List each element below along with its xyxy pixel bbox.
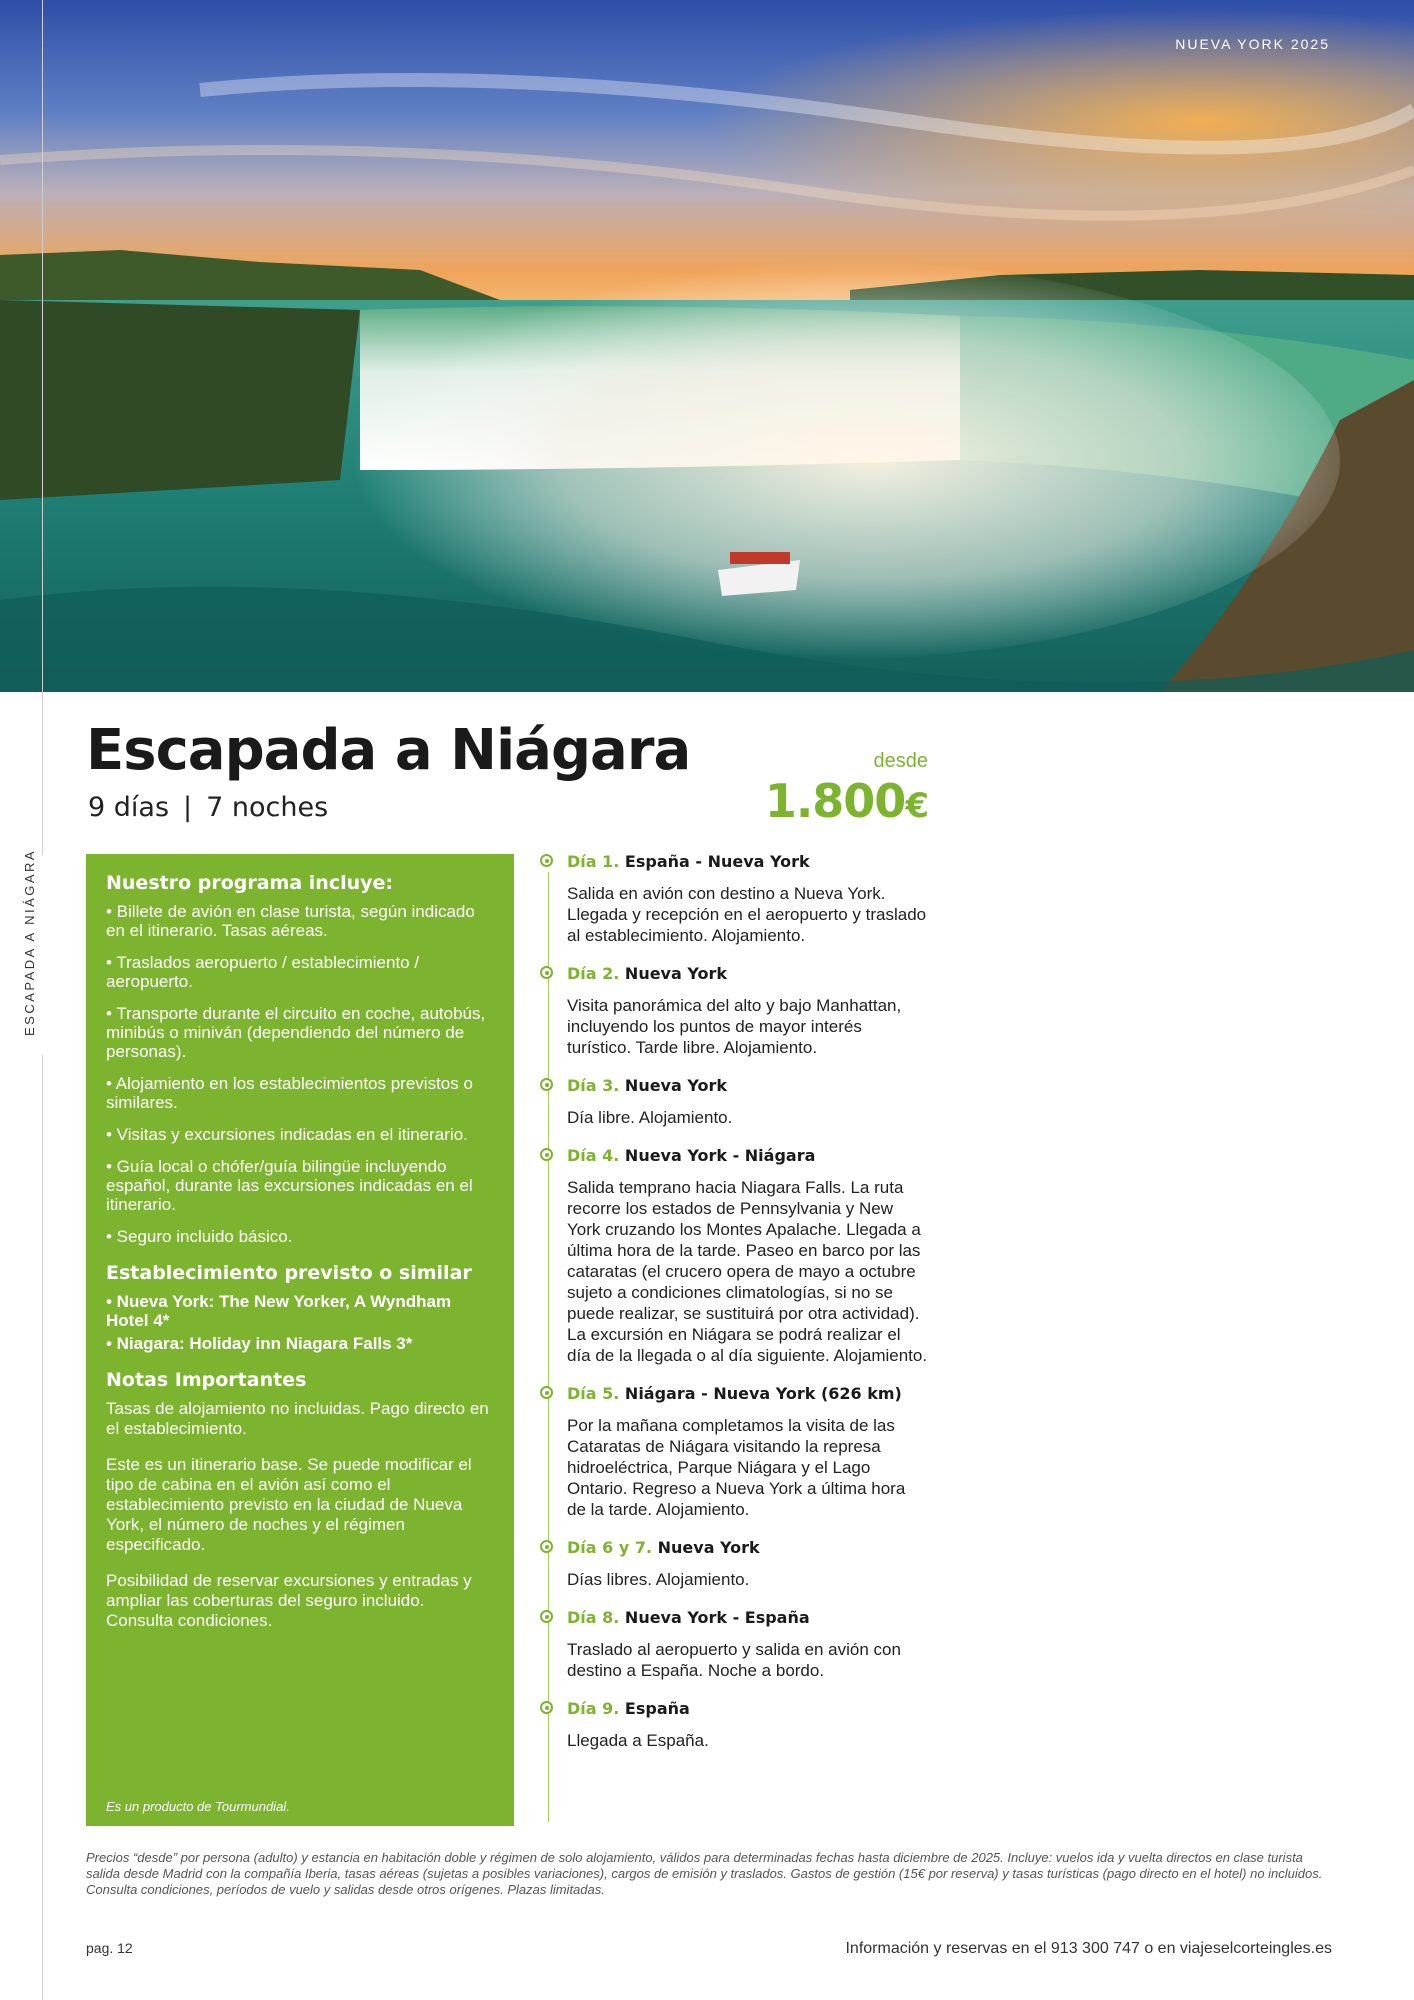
price-from-label: desde [873,750,928,772]
day-description: Traslado al aeropuerto y salida en avión con destino a España. Noche a bordo. [567,1640,901,1680]
itinerary-day [548,964,928,1058]
program-heading: Nuestro programa incluye: [106,872,394,894]
day-description: Salida en avión con destino a Nueva York. Llegada y recepción en el aeropuerto y traslado al establecimiento. Alojamiento. [567,884,927,945]
program-item: • Visitas y excursiones indicadas en el itinerario. [106,1125,468,1144]
day-title: España [624,1699,690,1718]
day-number: Día 2. [567,964,620,983]
day-number: Día 5. [567,1384,620,1403]
hero-image [0,0,1414,692]
itinerary-day [548,1076,928,1128]
timeline-dot-icon [540,854,553,867]
itinerary [548,852,928,1769]
day-description: Días libres. Alojamiento. [567,1570,750,1589]
day-number: Día 3. [567,1076,620,1095]
day-description: Salida temprano hacia Niagara Falls. La ruta recorre los estados de Pennsylvania y New York cruzando los Montes Apalache. Llegada a última hora de la tarde. Paseo en barco por las cataratas (el crucero opera de mayo a octubre sujeto a condiciones climatologías, si no se puede realizar, se sustituirá por otra actividad). La excursión en Niágara se podrá realizar el día de la llegada o al día siguiente. Alojamiento. [567,1178,928,1365]
producer-note: Es un producto de Tourmundial. [106,1799,290,1814]
side-label: ESCAPADA A NIÁGARA [22,848,37,1036]
itinerary-day [548,1608,928,1681]
day-heading [567,1076,928,1095]
day-heading [567,1538,928,1557]
day-number: Día 9. [567,1699,620,1718]
duration-separator: | [183,792,193,823]
itinerary-day [548,1146,928,1366]
day-title: Nueva York - España [624,1608,810,1627]
price [765,774,928,828]
price-disclaimer: Precios “desde” por persona (adulto) y estancia en habitación doble y régimen de solo alojamiento, válidos para determinadas fechas hasta diciembre de 2025. Incluye: vuelos ida y vuelta directos en clase turista salida desde Madrid con la compañía Iberia, tasas aéreas (sujetas a posibles variaciones), cargos de emisión y traslados. Gastos de gestión (15€ por reserva) y tasas turísticas (pago directo en el hotel) no incluidos. Consulta condiciones, períodos de vuelo y salidas desde otros orígenes. Plazas limitadas. [86,1850,1323,1897]
day-number: Día 4. [567,1146,620,1165]
day-heading [567,1699,928,1718]
day-title: Niágara - Nueva York (626 km) [624,1384,902,1403]
day-heading [567,964,928,983]
program-item: • Billete de avión en clase turista, según indicado en el itinerario. Tasas aéreas. [106,902,475,940]
price-currency: € [905,786,928,826]
day-heading [567,1608,928,1627]
note: Este es un itinerario base. Se puede modificar el tipo de cabina en el avión así como el establecimiento previsto en la ciudad de Nueva York, el número de noches y el régimen especificado. [106,1455,472,1554]
day-heading [567,1146,928,1165]
itinerary-day [548,1538,928,1590]
program-item: • Traslados aeropuerto / establecimiento / aeropuerto. [106,953,420,991]
program-item: • Seguro incluido básico. [106,1227,293,1246]
day-heading [567,1384,928,1403]
program-item: • Guía local o chófer/guía bilingüe incluyendo español, durante las excursiones indicadas en el itinerario. [106,1157,473,1214]
price-value: 1.800 [764,774,906,828]
note: Tasas de alojamiento no incluidas. Pago directo en el establecimiento. [106,1399,489,1438]
program-box [86,854,514,1826]
page-title: Escapada a Niágara [86,718,691,783]
program-list [106,902,494,1246]
hotels-list [106,1292,494,1353]
tour-boat [718,552,800,596]
note: Posibilidad de reservar excursiones y entradas y ampliar las coberturas del seguro incluido. Consulta condiciones. [106,1571,472,1630]
day-number: Día 1. [567,852,620,871]
timeline-dot-icon [540,1701,553,1714]
day-number: Día 8. [567,1608,620,1627]
itinerary-day [548,852,928,946]
nights: 7 noches [206,792,329,823]
page-number: pag. 12 [86,1940,133,1956]
edition-label: NUEVA YORK 2025 [1175,36,1330,52]
itinerary-day [548,1384,928,1520]
side-label-gap [40,855,45,1055]
day-title: España - Nueva York [624,852,810,871]
hotel-item: • Nueva York: The New Yorker, A Wyndham Hotel 4* [106,1292,452,1330]
notes-heading: Notas Importantes [106,1369,307,1391]
timeline-dot-icon [540,1540,553,1553]
day-title: Nueva York - Niágara [624,1146,816,1165]
timeline-dot-icon [540,1610,553,1623]
day-title: Nueva York [657,1538,760,1557]
day-description: Visita panorámica del alto y bajo Manhattan, incluyendo los puntos de mayor interés turístico. Tarde libre. Alojamiento. [567,996,902,1057]
day-number: Día 6 y 7. [567,1538,653,1557]
contact-info: Información y reservas en el 913 300 747 o en viajeselcorteingles.es [845,1940,1332,1957]
day-description: Por la mañana completamos la visita de las Cataratas de Niágara visitando la represa hidroeléctrica, Parque Niágara y el Lago Ontario. Regreso a Nueva York a última hora de la tarde. Alojamiento. [567,1416,906,1519]
timeline-dot-icon [540,1148,553,1161]
hotel-item: • Niagara: Holiday inn Niagara Falls 3* [106,1334,413,1353]
hotels-heading: Establecimiento previsto o similar [106,1262,472,1284]
day-heading [567,852,928,871]
day-description: Llegada a España. [567,1731,709,1750]
timeline-dot-icon [540,1078,553,1091]
timeline-dot-icon [540,1386,553,1399]
day-description: Día libre. Alojamiento. [567,1108,733,1127]
days: 9 días [88,792,170,823]
timeline-dot-icon [540,966,553,979]
program-item: • Alojamiento en los establecimientos previstos o similares. [106,1074,473,1112]
itinerary-day [548,1699,928,1751]
niagara-falls-photo [0,0,1414,692]
day-title: Nueva York [624,964,727,983]
day-title: Nueva York [624,1076,727,1095]
trip-duration [88,792,328,823]
program-item: • Transporte durante el circuito en coche, autobús, minibús o miniván (dependiendo del número de personas). [106,1004,486,1061]
